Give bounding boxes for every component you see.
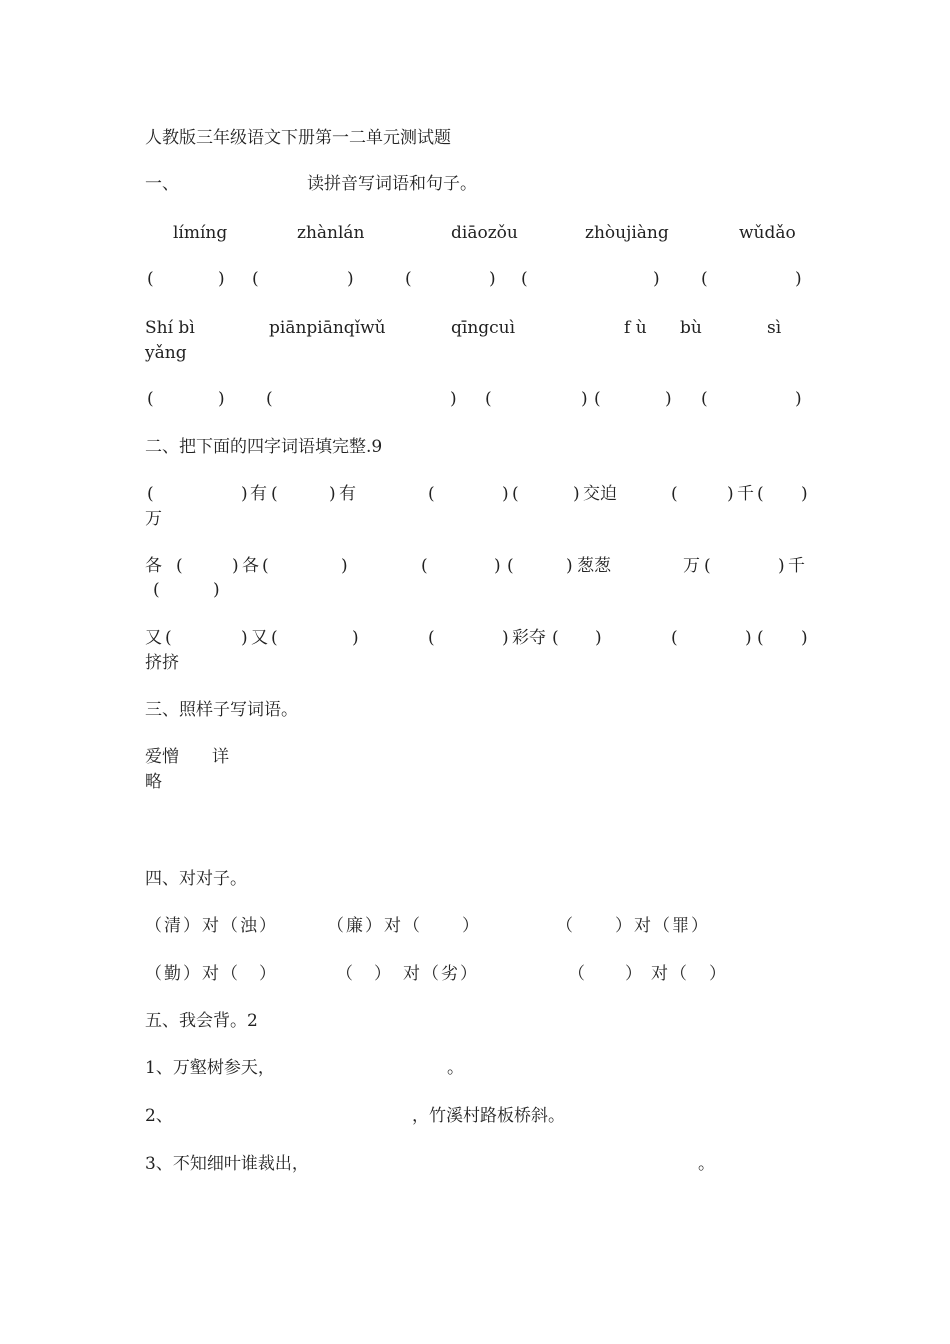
pinyin-word: zhòujiàng xyxy=(585,223,669,243)
section2-heading: 二、把下面的四字词语填完整.9 xyxy=(145,437,383,457)
idiom-char: 万 xyxy=(145,509,162,529)
open-paren: ( xyxy=(701,389,708,409)
section3-heading: 三、照样子写词语。 xyxy=(145,700,298,720)
open-paren: ( xyxy=(147,269,154,289)
idiom-char: 交迫 xyxy=(583,484,617,504)
open-paren: ( xyxy=(594,389,601,409)
pinyin-word: qīngcuì xyxy=(451,318,516,338)
close-paren: ) xyxy=(653,269,660,289)
close-paren: ) xyxy=(581,389,588,409)
close-paren: ) xyxy=(795,269,802,289)
open-paren: ( xyxy=(701,269,708,289)
pinyin-word: piānpiānqǐwǔ xyxy=(269,318,386,338)
pinyin-word: f ù xyxy=(624,318,647,338)
section5-heading: 五、我会背。2 xyxy=(145,1011,258,1031)
section1-heading: 读拼音写词语和句子。 xyxy=(307,174,477,194)
pinyin-word: diāozǒu xyxy=(451,223,518,243)
period: 。 xyxy=(447,1058,464,1078)
close-paren: ) xyxy=(218,269,225,289)
open-paren: ( xyxy=(521,269,528,289)
page-title: 人教版三年级语文下册第一二单元测试题 xyxy=(145,128,451,148)
poem-line-2-number: 2、 xyxy=(145,1106,173,1126)
idiom-char: 各 xyxy=(242,556,259,576)
open-paren: ( xyxy=(266,389,273,409)
idiom-char: 万 xyxy=(683,556,700,576)
idiom-char: 又 xyxy=(251,628,268,648)
idiom-char: 各 xyxy=(145,556,162,576)
idiom-char: 有 xyxy=(339,484,356,504)
idiom-char: 千 xyxy=(788,556,805,576)
pinyin-word: sì xyxy=(767,318,782,338)
example-word: 爱憎 xyxy=(145,747,179,767)
close-paren: ) xyxy=(489,269,496,289)
open-paren: ( xyxy=(405,269,412,289)
close-paren: ) xyxy=(450,389,457,409)
pinyin-word: wǔdǎo xyxy=(739,223,796,243)
open-paren: ( xyxy=(252,269,259,289)
idiom-char: 彩夺 xyxy=(512,628,546,648)
open-paren: ( xyxy=(485,389,492,409)
period: 。 xyxy=(698,1154,715,1174)
close-paren: ) xyxy=(347,269,354,289)
poem-line-1: 1、万壑树参天， xyxy=(145,1058,275,1078)
section4-heading: 四、对对子。 xyxy=(145,869,247,889)
pinyin-word: límíng xyxy=(173,223,228,243)
section1-number: 一、 xyxy=(145,174,179,194)
idiom-char: 千 xyxy=(737,484,754,504)
idiom-char: 又 xyxy=(145,628,162,648)
pinyin-word: zhànlán xyxy=(297,223,365,243)
idiom-char: 有 xyxy=(250,484,267,504)
pinyin-word: yǎng xyxy=(145,343,187,363)
open-paren: ( xyxy=(147,389,154,409)
example-word: 详 xyxy=(212,747,229,767)
poem-line-2: ，竹溪村路板桥斜。 xyxy=(412,1106,565,1126)
idiom-char: 挤挤 xyxy=(145,653,179,673)
idiom-char: 葱葱 xyxy=(577,556,611,576)
pinyin-word: bù xyxy=(680,318,702,338)
close-paren: ) xyxy=(665,389,672,409)
poem-line-3: 3、不知细叶谁裁出， xyxy=(145,1154,309,1174)
close-paren: ) xyxy=(218,389,225,409)
example-word: 略 xyxy=(145,772,162,792)
pinyin-word: Shí bì xyxy=(145,318,195,338)
close-paren: ) xyxy=(795,389,802,409)
